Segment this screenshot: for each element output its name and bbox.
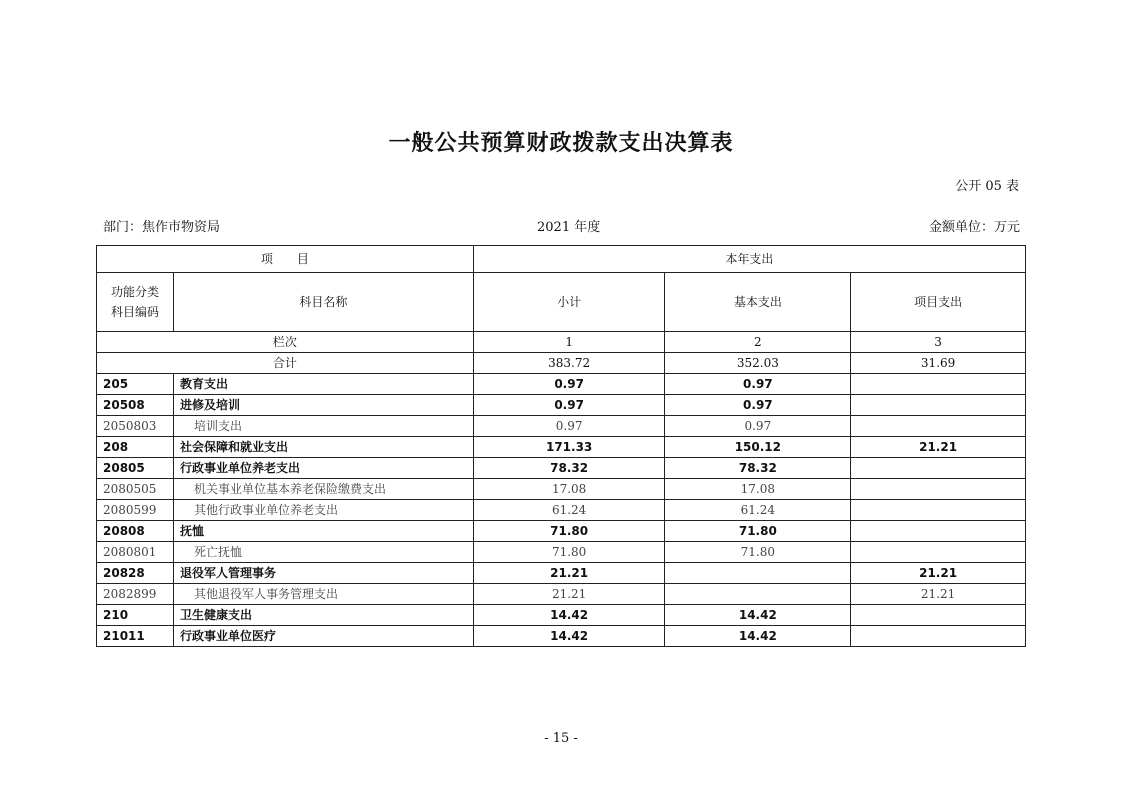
- column-number-row: [97, 332, 1026, 353]
- amount-unit-label: 金额单位：万元: [928, 220, 1020, 235]
- header-code: [97, 273, 174, 332]
- row-subtotal: 0.97: [473, 395, 665, 416]
- row-project: [851, 521, 1026, 542]
- row-subject-name: 卫生健康支出: [173, 605, 473, 626]
- row-code: 2050803: [97, 416, 174, 437]
- row-subtotal: 71.80: [473, 521, 665, 542]
- expenditure-table: [96, 245, 1026, 647]
- row-subtotal: 17.08: [473, 479, 665, 500]
- table-row: [97, 458, 1026, 479]
- form-number: 公开 05 表: [955, 179, 1019, 194]
- row-project: [851, 374, 1026, 395]
- row-basic: 78.32: [665, 458, 851, 479]
- row-code: 20508: [97, 395, 174, 416]
- row-project: [851, 500, 1026, 521]
- row-basic: 14.42: [665, 605, 851, 626]
- row-subtotal: 0.97: [473, 416, 665, 437]
- row-subject-name: 抚恤: [173, 521, 473, 542]
- row-subtotal: 78.32: [473, 458, 665, 479]
- row-project: [851, 458, 1026, 479]
- row-project: [851, 605, 1026, 626]
- row-code: 21011: [97, 626, 174, 647]
- row-subtotal: 61.24: [473, 500, 665, 521]
- page-number: - 15 -: [544, 731, 578, 746]
- row-subject-name: 社会保障和就业支出: [173, 437, 473, 458]
- header-row-2: [97, 273, 1026, 332]
- table-row: [97, 416, 1026, 437]
- row-basic: 0.97: [665, 374, 851, 395]
- row-basic: 17.08: [665, 479, 851, 500]
- row-subject-name: 机关事业单位基本养老保险缴费支出: [173, 479, 473, 500]
- column-number-3: 3: [851, 332, 1026, 353]
- table-row: [97, 479, 1026, 500]
- row-subject-name: 培训支出: [173, 416, 473, 437]
- row-code: 2080505: [97, 479, 174, 500]
- row-subtotal: 21.21: [473, 584, 665, 605]
- table-row: [97, 521, 1026, 542]
- header-code-line1: 功能分类: [110, 285, 159, 299]
- row-subject-name: 死亡抚恤: [173, 542, 473, 563]
- total-label: 合计: [97, 353, 474, 374]
- header-current-year: 本年支出: [473, 246, 1025, 273]
- row-subject-name: 其他行政事业单位养老支出: [173, 500, 473, 521]
- row-code: 205: [97, 374, 174, 395]
- row-subject-name: 进修及培训: [173, 395, 473, 416]
- row-code: 20808: [97, 521, 174, 542]
- header-subject-name: 科目名称: [173, 273, 473, 332]
- column-number-2: 2: [665, 332, 851, 353]
- row-subtotal: 171.33: [473, 437, 665, 458]
- row-subject-name: 退役军人管理事务: [173, 563, 473, 584]
- row-project: 21.21: [851, 584, 1026, 605]
- fiscal-year-label: 2021 年度: [537, 220, 601, 235]
- row-project: [851, 395, 1026, 416]
- row-code: 20805: [97, 458, 174, 479]
- row-subtotal: 71.80: [473, 542, 665, 563]
- row-basic: 14.42: [665, 626, 851, 647]
- row-project: [851, 542, 1026, 563]
- table-row: [97, 437, 1026, 458]
- header-project: 项目支出: [851, 273, 1026, 332]
- row-code: 210: [97, 605, 174, 626]
- row-subtotal: 0.97: [473, 374, 665, 395]
- row-basic: 150.12: [665, 437, 851, 458]
- row-code: 208: [97, 437, 174, 458]
- row-subtotal: 14.42: [473, 626, 665, 647]
- header-item: 项 目: [97, 246, 474, 273]
- total-subtotal: 383.72: [473, 353, 665, 374]
- table-row: [97, 395, 1026, 416]
- row-subject-name: 行政事业单位养老支出: [173, 458, 473, 479]
- header-code-line2: 科目编码: [110, 305, 159, 319]
- row-project: 21.21: [851, 437, 1026, 458]
- row-code: 2080599: [97, 500, 174, 521]
- row-project: 21.21: [851, 563, 1026, 584]
- row-basic: 61.24: [665, 500, 851, 521]
- row-code: 20828: [97, 563, 174, 584]
- column-number-1: 1: [473, 332, 665, 353]
- row-basic: 0.97: [665, 395, 851, 416]
- row-subject-name: 行政事业单位医疗: [173, 626, 473, 647]
- header-row-1: [97, 246, 1026, 273]
- row-basic: 71.80: [665, 542, 851, 563]
- row-subtotal: 14.42: [473, 605, 665, 626]
- department-label: 部门：焦作市物资局: [103, 220, 221, 235]
- table-row: [97, 584, 1026, 605]
- table-row: [97, 542, 1026, 563]
- row-code: 2080801: [97, 542, 174, 563]
- total-basic: 352.03: [665, 353, 851, 374]
- row-basic: [665, 563, 851, 584]
- row-basic: [665, 584, 851, 605]
- table-row: [97, 374, 1026, 395]
- total-row: [97, 353, 1026, 374]
- row-subject-name: 其他退役军人事务管理支出: [173, 584, 473, 605]
- table-row: [97, 563, 1026, 584]
- row-project: [851, 479, 1026, 500]
- row-basic: 0.97: [665, 416, 851, 437]
- row-basic: 71.80: [665, 521, 851, 542]
- total-project: 31.69: [851, 353, 1026, 374]
- column-number-label: 栏次: [97, 332, 474, 353]
- meta-row: [103, 216, 1020, 234]
- row-subject-name: 教育支出: [173, 374, 473, 395]
- table-row: [97, 626, 1026, 647]
- header-subtotal: 小计: [473, 273, 665, 332]
- row-project: [851, 626, 1026, 647]
- header-basic: 基本支出: [665, 273, 851, 332]
- row-code: 2082899: [97, 584, 174, 605]
- page-title: 一般公共预算财政拨款支出决算表: [388, 131, 734, 156]
- row-project: [851, 416, 1026, 437]
- table-row: [97, 500, 1026, 521]
- table-row: [97, 605, 1026, 626]
- row-subtotal: 21.21: [473, 563, 665, 584]
